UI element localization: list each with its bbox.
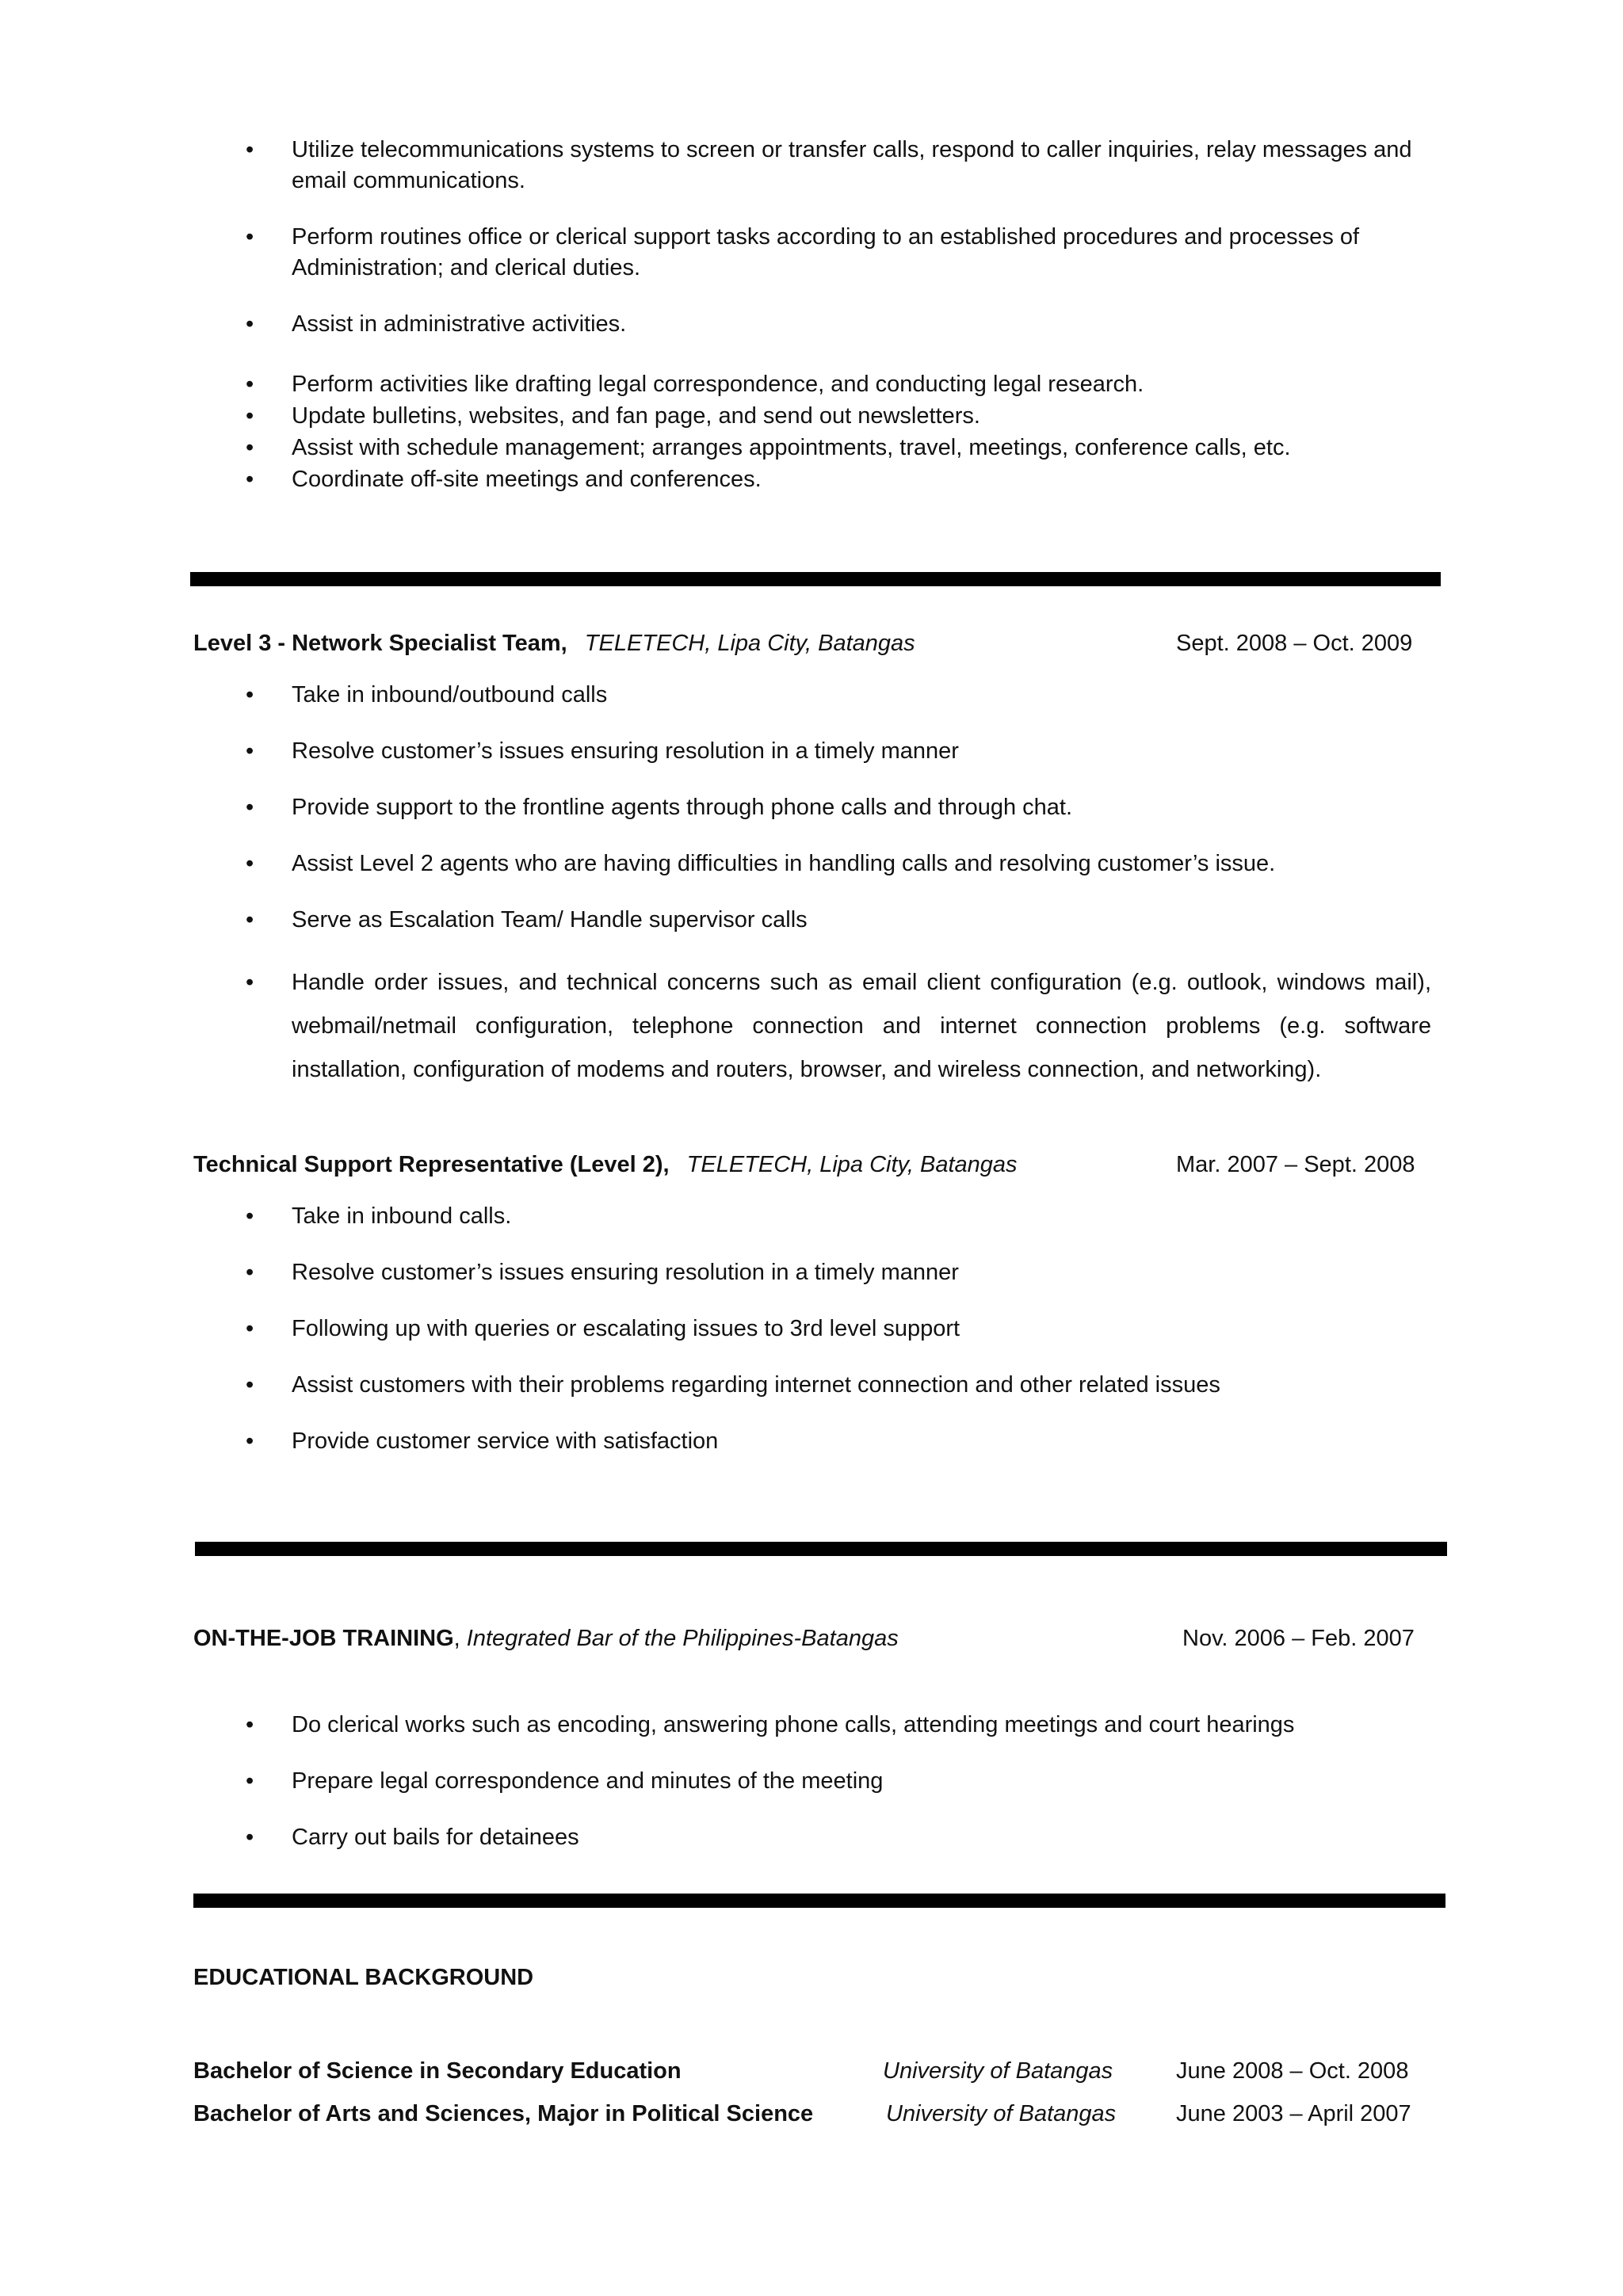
- list-item-text: Perform routines office or clerical support tasks according to an established procedures and processes of Administration; and clerical duties.: [292, 224, 1360, 280]
- training-dates: Nov. 2006 – Feb. 2007: [1182, 1626, 1415, 1651]
- education-entry: [193, 2057, 1445, 2085]
- list-item: [246, 905, 1433, 936]
- list-item-text: Do clerical works such as encoding, answering phone calls, attending meetings and court hearings: [292, 1712, 1295, 1737]
- job-heading: [193, 1150, 1018, 1179]
- education-entry: [193, 2100, 1445, 2128]
- job-dates: Mar. 2007 – Sept. 2008: [1176, 1152, 1415, 1177]
- list-item-text: Following up with queries or escalating issues to 3rd level support: [292, 1316, 960, 1341]
- heading-separator: ,: [453, 1626, 467, 1651]
- bullet-icon: •: [246, 1203, 254, 1229]
- bullet-icon: •: [246, 1712, 254, 1737]
- list-item-text: Assist in administrative activities.: [292, 311, 627, 337]
- list-item-text: Take in inbound/outbound calls: [292, 682, 608, 707]
- list-item: [246, 401, 1433, 432]
- list-item-text: Carry out bails for detainees: [292, 1825, 579, 1850]
- bullet-icon: •: [246, 224, 254, 250]
- school-name: University of Batangas: [886, 2101, 1117, 2126]
- education-dates: June 2003 – April 2007: [1176, 2101, 1411, 2126]
- list-item: [246, 1822, 1433, 1853]
- bullet-icon: •: [246, 907, 254, 933]
- training-title: ON-THE-JOB TRAINING: [193, 1626, 454, 1651]
- list-item-text: Prepare legal correspondence and minutes of the meeting: [292, 1768, 884, 1794]
- list-item-text: Serve as Escalation Team/ Handle supervisor calls: [292, 907, 808, 933]
- bullet-icon: •: [246, 1825, 254, 1850]
- job-heading: [193, 629, 915, 658]
- school-name: University of Batangas: [883, 2058, 1113, 2084]
- list-item-text: Handle order issues, and technical concerns such as email client configuration (e.g. outlook, windows mail), webmail/netmail configuration, telephone connection and internet connection problems (e.g. software installation, configuration of modems and routers, browser, and wireless connection, and networking).: [292, 970, 1431, 1082]
- degree-name: Bachelor of Science in Secondary Education: [193, 2058, 682, 2084]
- list-item: [246, 135, 1433, 196]
- bullet-icon: •: [246, 795, 254, 820]
- list-item-text: Utilize telecommunications systems to screen or transfer calls, respond to caller inquiries, relay messages and email communications.: [292, 137, 1412, 193]
- bullet-icon: •: [246, 1428, 254, 1454]
- list-item: [246, 1710, 1433, 1741]
- bullet-icon: •: [246, 403, 254, 429]
- section-divider: [193, 1894, 1445, 1908]
- list-item: [246, 849, 1433, 879]
- list-item: [246, 961, 1431, 1092]
- bullet-icon: •: [246, 1260, 254, 1285]
- list-item-text: Provide support to the frontline agents through phone calls and through chat.: [292, 795, 1073, 820]
- list-item: [246, 464, 1433, 495]
- degree-name: Bachelor of Arts and Sciences, Major in Political Science: [193, 2101, 814, 2126]
- section-divider: [195, 1542, 1447, 1556]
- list-item-text: Assist customers with their problems regarding internet connection and other related issues: [292, 1372, 1220, 1398]
- job-title: Level 3 - Network Specialist Team,: [193, 631, 567, 656]
- bullet-icon: •: [246, 311, 254, 337]
- list-item-text: Coordinate off-site meetings and conferences.: [292, 467, 762, 492]
- list-item: [246, 369, 1433, 400]
- list-item-text: Perform activities like drafting legal correspondence, and conducting legal research.: [292, 372, 1144, 397]
- list-item-text: Assist with schedule management; arranges appointments, travel, meetings, conference calls, etc.: [292, 435, 1291, 460]
- education-heading: EDUCATIONAL BACKGROUND: [193, 1965, 534, 1990]
- list-item: [246, 1370, 1433, 1401]
- list-item-text: Take in inbound calls.: [292, 1203, 512, 1229]
- list-item: [246, 680, 1433, 711]
- job-company: TELETECH, Lipa City, Batangas: [686, 1152, 1018, 1177]
- job-company: TELETECH, Lipa City, Batangas: [584, 631, 915, 656]
- list-item: [246, 1766, 1433, 1797]
- bullet-icon: •: [246, 851, 254, 876]
- bullet-icon: •: [246, 1768, 254, 1794]
- bullet-icon: •: [246, 372, 254, 397]
- list-item: [246, 1314, 1433, 1344]
- list-item-text: Resolve customer’s issues ensuring resolution in a timely manner: [292, 738, 959, 764]
- education-dates: June 2008 – Oct. 2008: [1176, 2058, 1409, 2084]
- bullet-icon: •: [246, 1372, 254, 1398]
- list-item: [246, 1257, 1433, 1288]
- list-item: [246, 1426, 1433, 1457]
- list-item-text: Assist Level 2 agents who are having difficulties in handling calls and resolving customer’s issue.: [292, 851, 1276, 876]
- job-title: Technical Support Representative (Level 2),: [193, 1152, 670, 1177]
- job-dates: Sept. 2008 – Oct. 2009: [1176, 631, 1413, 656]
- list-item: [246, 309, 1433, 340]
- bullet-icon: •: [246, 467, 254, 492]
- list-item: [246, 792, 1433, 823]
- bullet-icon: •: [246, 435, 254, 460]
- list-item-text: Provide customer service with satisfaction: [292, 1428, 719, 1454]
- training-heading: [193, 1624, 899, 1653]
- list-item: [246, 222, 1433, 284]
- list-item: [246, 433, 1433, 463]
- bullet-icon: •: [246, 970, 254, 995]
- section-divider: [190, 572, 1441, 586]
- list-item: [246, 1201, 1433, 1232]
- list-item: [246, 736, 1433, 767]
- bullet-icon: •: [246, 682, 254, 707]
- bullet-icon: •: [246, 137, 254, 162]
- bullet-icon: •: [246, 1316, 254, 1341]
- list-item-text: Update bulletins, websites, and fan page, and send out newsletters.: [292, 403, 980, 429]
- training-organization: Integrated Bar of the Philippines-Batangas: [466, 1626, 899, 1651]
- bullet-icon: •: [246, 738, 254, 764]
- list-item-text: Resolve customer’s issues ensuring resolution in a timely manner: [292, 1260, 959, 1285]
